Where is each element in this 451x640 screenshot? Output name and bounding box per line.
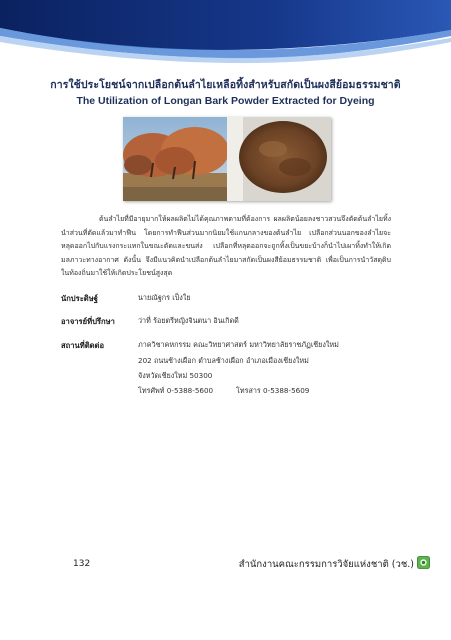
- advisor-name: ว่าที่ ร้อยตรีหญิงจินตนา อินเกิดดี: [138, 316, 239, 325]
- contact-line3: จังหวัดเชียงใหม่ 50300: [138, 371, 213, 380]
- contact-line2: 202 ถนนช้างเผือก ตำบลช้างเผือก อำเภอเมืองเชียงใหม่: [138, 356, 309, 365]
- contact-fax: โทรสาร 0-5388-5609: [236, 386, 310, 395]
- inventor-name: นายณัฐกร เป็งใย: [138, 293, 191, 302]
- advisor-label: อาจารย์ที่ปรึกษา: [61, 317, 115, 326]
- contact-phone-row: [138, 386, 418, 397]
- footer-organization: สำนักงานคณะกรรมการวิจัยแห่งชาติ (วช.): [238, 559, 414, 570]
- contact-label: สถานที่ติดต่อ: [61, 341, 105, 350]
- document-title-thai: การใช้ประโยชน์จากเปลือกต้นลำไยเหลือทิ้งสำหรับสกัดเป็นผงสีย้อมธรรมชาติ: [50, 79, 401, 91]
- contact-phone: โทรศัพท์ 0-5388-5600: [138, 386, 214, 395]
- document-title-english: The Utilization of Longan Bark Powder Extracted for Dyeing: [76, 95, 375, 107]
- longan-photo-collage: [123, 117, 331, 201]
- description-text: ต้นลำไยที่มีอายุมากให้ผลผลิตไม่ได้คุณภาพตามที่ต้องการ ผลผลิตน้อยลงชาวสวนจึงตัดต้นลำไยทิ้ง นำส่วนที่ตัดแล้วมาทำฟืน โดยการทำฟืนส่วนมากนิยมใช้แกนกลางของต้นลำไย เปลือกส่วนนอกของลำไยจะหลุดออกไปกับแรงกระแทกในขณะตัดและขนส่ง เปลือกที่หลุดออกจะถูกทิ้งเป็นขยะบ้างก็นำไปเผาทิ้งทำให้เกิดมลภาวะทางอากาศ ดังนั้น จึงมีแนวคิดนำเปลือกต้นลำไยมาสกัดเป็นผงสีย้อมธรรมชาติ เพื่อเป็นการนำวัสดุดิบในท้องถิ่นมาใช้ให้เกิดประโยชน์สูงสุด: [61, 215, 391, 278]
- page-number: 132: [73, 559, 91, 569]
- nrct-logo-icon: [417, 556, 430, 569]
- contact-line1: ภาควิชาคหกรรม คณะวิทยาศาสตร์ มหาวิทยาลัยราชภัฏเชียงใหม่: [138, 340, 339, 349]
- inventor-label: นักประดิษฐ์: [61, 294, 98, 303]
- description-paragraph: [61, 213, 391, 281]
- bark-powder-photo: [227, 117, 331, 201]
- orchard-photo: [123, 117, 229, 201]
- header-wave-banner: [0, 0, 451, 70]
